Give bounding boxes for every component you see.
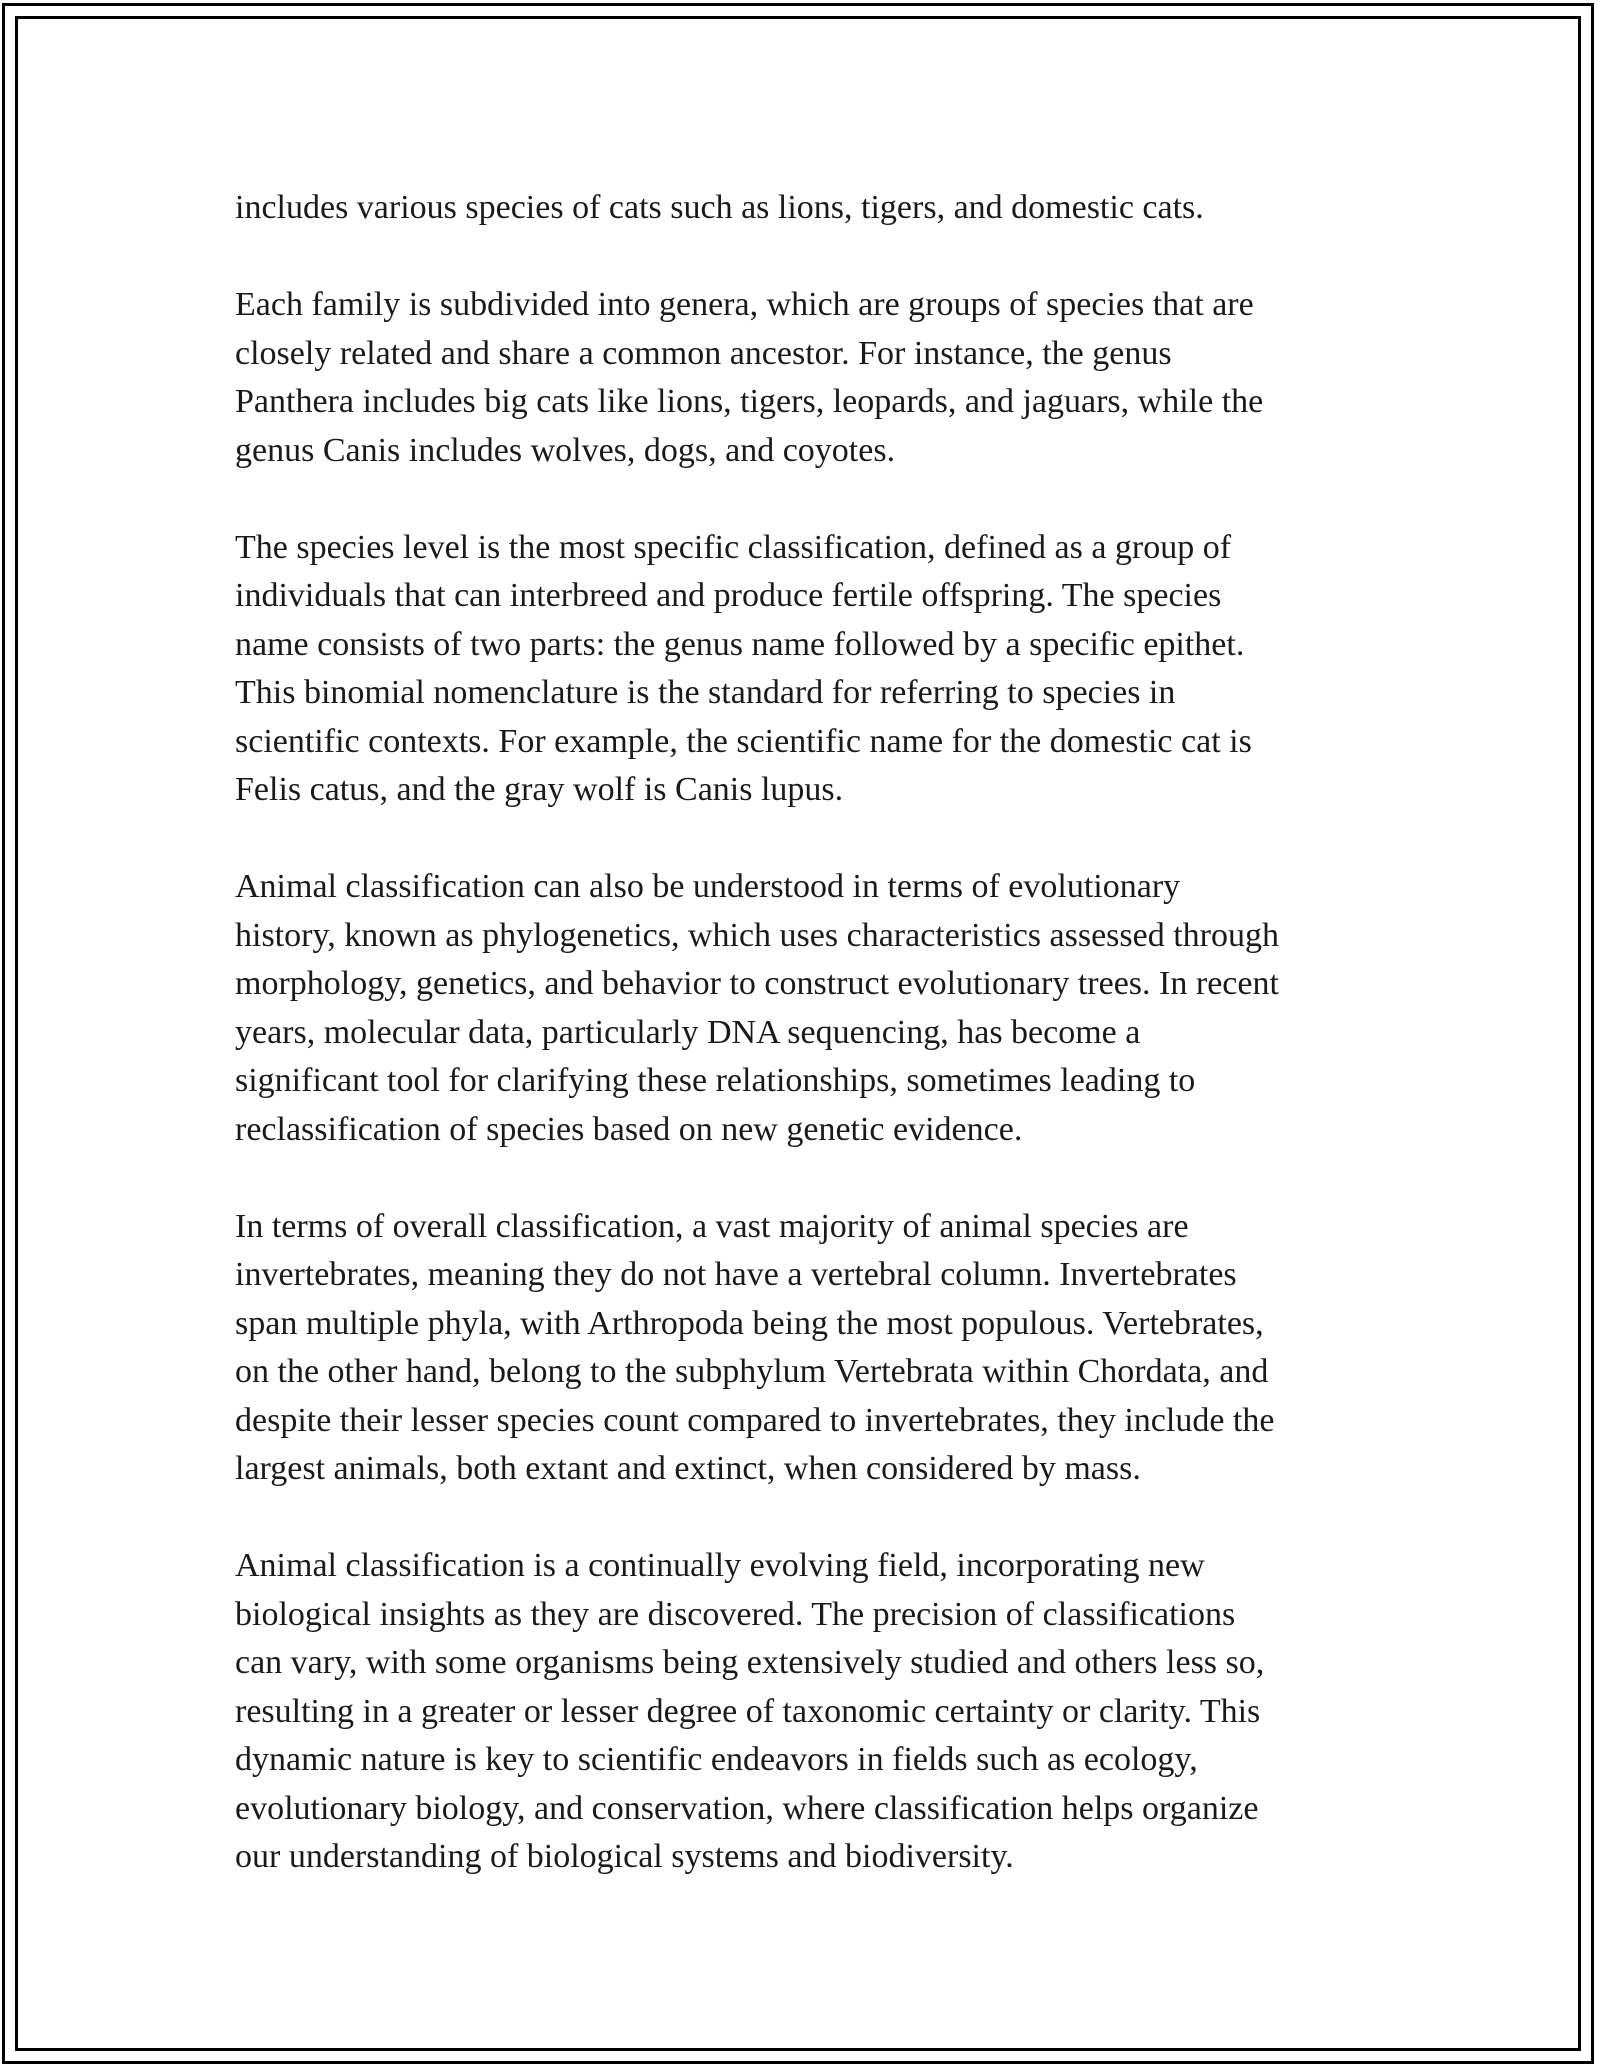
text-line: genus Canis includes wolves, dogs, and coyotes. xyxy=(235,431,896,469)
text-line: Animal classification is a continually evolving field, incorporating new xyxy=(235,1547,1205,1584)
text-line: resulting in a greater or lesser degree of taxonomic certainty or clarity. This xyxy=(235,1692,1261,1730)
text-line: despite their lesser species count compared to invertebrates, they include the xyxy=(235,1401,1275,1439)
text-line: evolutionary biology, and conservation, where classification helps organize xyxy=(235,1789,1259,1827)
text-line: scientific contexts. For example, the scientific name for the domestic cat is xyxy=(235,722,1252,760)
text-line: biological insights as they are discovered. The precision of classifications xyxy=(235,1595,1236,1633)
text-line: span multiple phyla, with Arthropoda being the most populous. Vertebrates, xyxy=(235,1304,1264,1342)
text-line: This binomial nomenclature is the standard for referring to species in xyxy=(235,674,1176,711)
paragraph xyxy=(235,281,1385,475)
text-line: name consists of two parts: the genus name followed by a specific epithet. xyxy=(235,625,1245,663)
document-body xyxy=(235,184,1385,1930)
text-line: our understanding of biological systems and biodiversity. xyxy=(235,1838,1014,1875)
text-line: Panthera includes big cats like lions, tigers, leopards, and jaguars, while the xyxy=(235,383,1264,420)
text-line: individuals that can interbreed and produce fertile offspring. The species xyxy=(235,577,1222,614)
text-line: In terms of overall classification, a vast majority of animal species are xyxy=(235,1207,1189,1245)
text-line: years, molecular data, particularly DNA sequencing, has become a xyxy=(235,1013,1141,1051)
text-line: invertebrates, meaning they do not have a vertebral column. Invertebrates xyxy=(235,1256,1237,1293)
text-line: reclassification of species based on new genetic evidence. xyxy=(235,1110,1023,1148)
text-line: includes various species of cats such as lions, tigers, and domestic cats. xyxy=(235,189,1204,226)
paragraph xyxy=(235,863,1385,1154)
text-line: significant tool for clarifying these relationships, sometimes leading to xyxy=(235,1062,1196,1099)
text-line: history, known as phylogenetics, which uses characteristics assessed through xyxy=(235,916,1280,954)
text-line: Animal classification can also be understood in terms of evolutionary xyxy=(235,868,1181,905)
paragraph xyxy=(235,1203,1385,1494)
paragraph xyxy=(235,524,1385,815)
text-line: Felis catus, and the gray wolf is Canis lupus. xyxy=(235,771,844,808)
paragraph xyxy=(235,1542,1385,1882)
text-line: on the other hand, belong to the subphylum Vertebrata within Chordata, and xyxy=(235,1353,1269,1390)
text-line: can vary, with some organisms being extensively studied and others less so, xyxy=(235,1644,1265,1681)
text-line: closely related and share a common ancestor. For instance, the genus xyxy=(235,334,1172,372)
paragraph xyxy=(235,184,1385,233)
text-line: Each family is subdivided into genera, which are groups of species that are xyxy=(235,286,1254,323)
text-line: morphology, genetics, and behavior to construct evolutionary trees. In recent xyxy=(235,965,1279,1002)
text-line: largest animals, both extant and extinct, when considered by mass. xyxy=(235,1450,1141,1487)
text-line: dynamic nature is key to scientific endeavors in fields such as ecology, xyxy=(235,1741,1198,1778)
text-line: The species level is the most specific classification, defined as a group of xyxy=(235,528,1232,566)
